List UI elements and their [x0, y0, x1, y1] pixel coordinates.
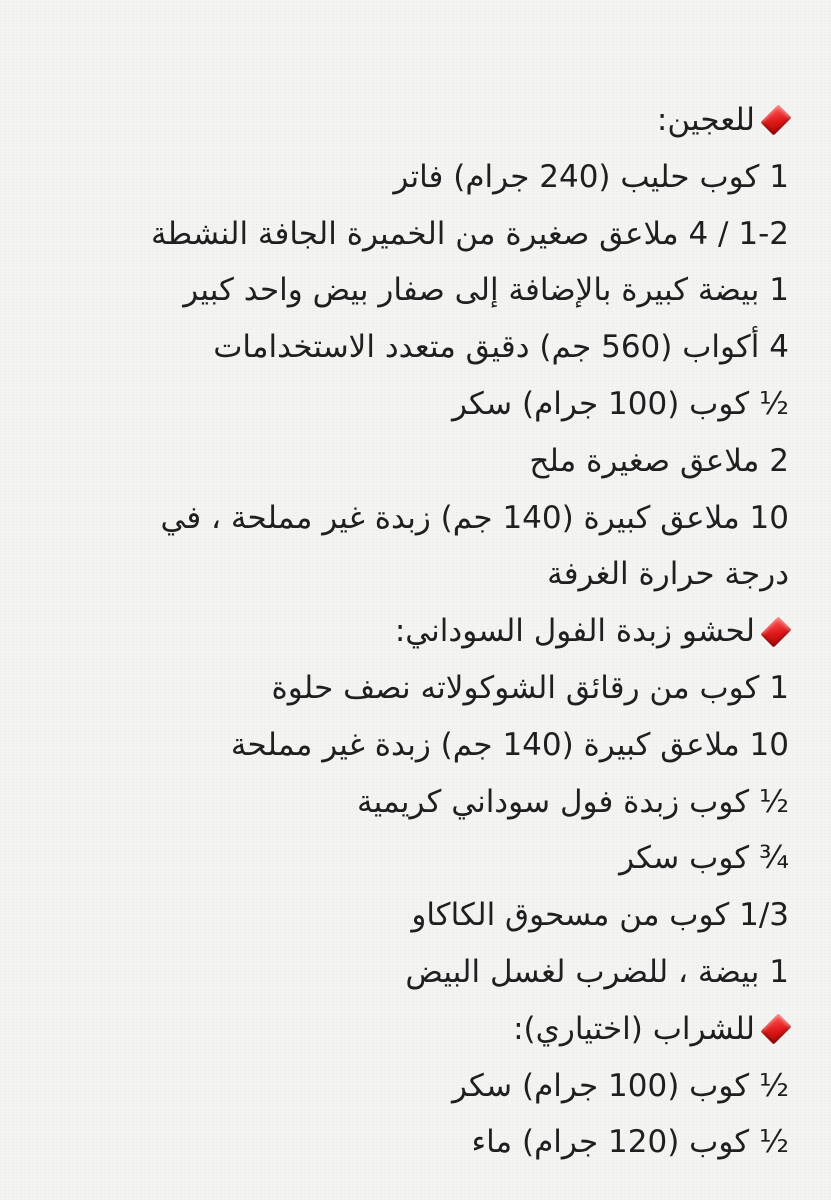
recipe-note	[29, 92, 789, 1171]
ingredient-line: ½ كوب زبدة فول سوداني كريمية	[356, 783, 789, 820]
section-header-label: للشراب (اختياري):	[513, 1010, 755, 1047]
ingredient-line: ½ كوب (100 جرام) سكر	[451, 385, 789, 422]
ingredient-line: 10 ملاعق كبيرة (140 جم) زبدة غير مملحة ، في	[160, 499, 789, 536]
ingredient-line: 4 أكواب (560 جم) دقيق متعدد الاستخدامات	[213, 329, 789, 366]
section-header-filling	[29, 603, 789, 660]
section-header-label: لحشو زبدة الفول السوداني:	[394, 613, 755, 650]
ingredient-line: ¾ كوب سكر	[619, 840, 789, 877]
red-diamond-icon	[760, 616, 791, 647]
ingredient-line: ½ كوب (120 جرام) ماء	[471, 1124, 789, 1161]
ingredient-line: 1 كوب من رقائق الشوكولاته نصف حلوة	[271, 669, 789, 706]
ingredient-line: 1 بيضة كبيرة بالإضافة إلى صفار بيض واحد كبير	[183, 272, 789, 309]
section-header-dough	[29, 92, 789, 149]
red-diamond-icon	[760, 105, 791, 136]
ingredient-line: 1-2 / 4 ملاعق صغيرة من الخميرة الجافة النشطة	[150, 215, 789, 252]
ingredient-line: ½ كوب (100 جرام) سكر	[451, 1067, 789, 1104]
ingredient-line: 1 كوب حليب (240 جرام) فاتر	[393, 158, 789, 195]
ingredient-line: 1 بيضة ، للضرب لغسل البيض	[405, 953, 789, 990]
ingredient-line: 1/3 كوب من مسحوق الكاكاو	[411, 897, 789, 934]
section-header-syrup	[29, 1001, 789, 1058]
ingredient-line: 10 ملاعق كبيرة (140 جم) زبدة غير مملحة	[230, 726, 789, 763]
ingredient-line: 2 ملاعق صغيرة ملح	[529, 442, 789, 479]
red-diamond-icon	[760, 1014, 791, 1045]
section-header-label: للعجين:	[656, 102, 755, 138]
ingredient-line: درجة حرارة الغرفة	[547, 556, 789, 593]
